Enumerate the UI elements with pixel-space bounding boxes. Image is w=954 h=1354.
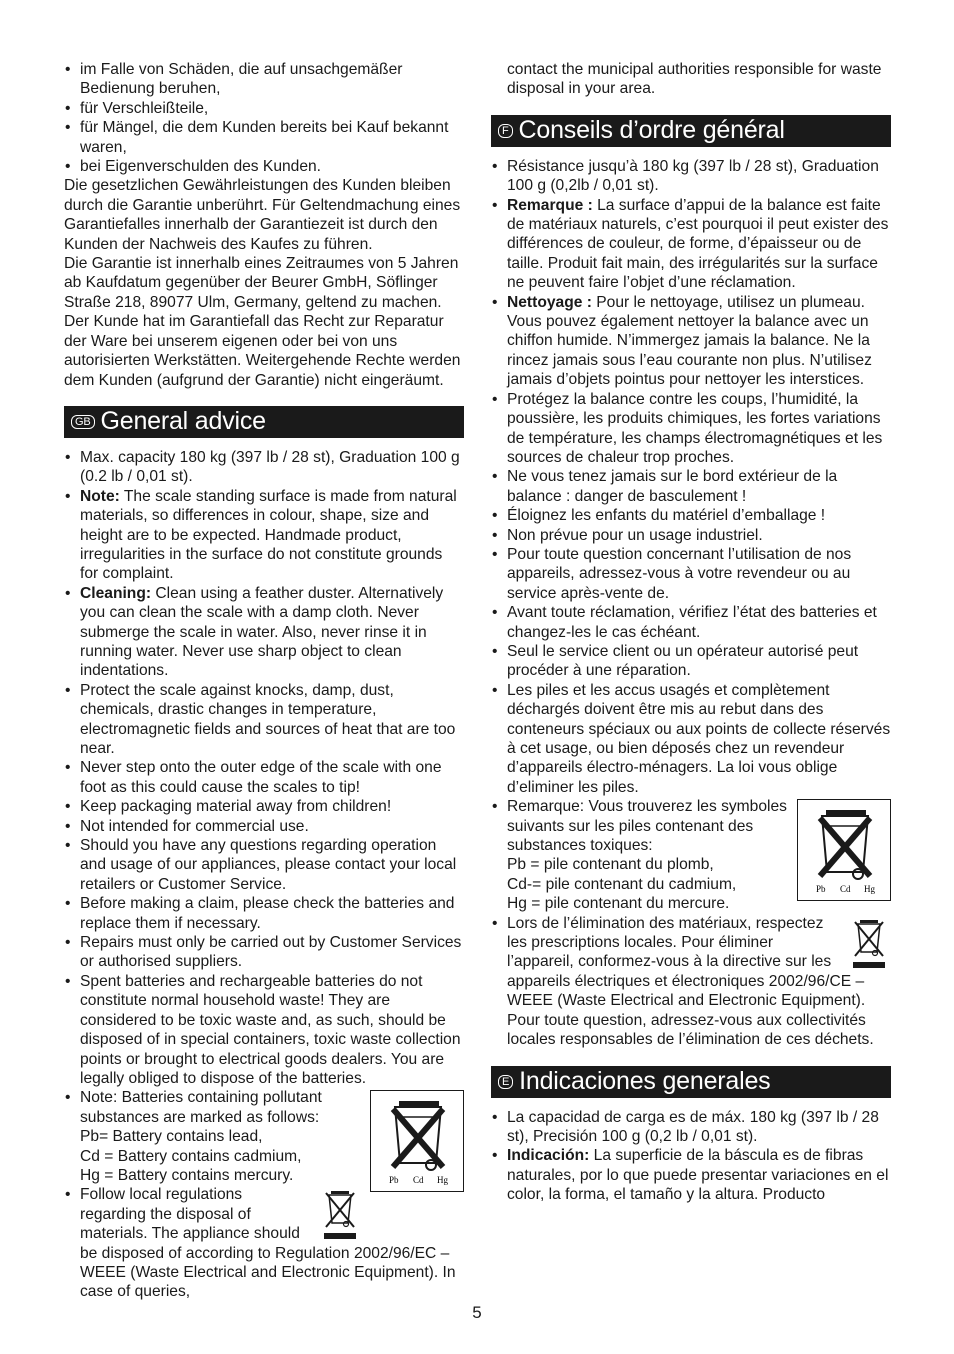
list-item: • Spent batteries and rechargeable batteries do not constitute normal household waste! They are considered to be toxic waste and, as such, should be disposed of in special containers, toxic waste collection points or brought to electrical goods dealers. You are legally obliged to dispose of the batteries.	[64, 972, 464, 1088]
indicaciones-list	[491, 1108, 891, 1205]
battery-note: Note: Batteries containing pollutant substances are marked as follows:	[80, 1089, 322, 1126]
country-code-badge: E	[498, 1075, 513, 1089]
list-item: • Seul le service client ou un opérateur autorisé peut procéder à une réparation.	[491, 642, 891, 681]
list-item	[64, 1185, 464, 1301]
list-item: • Non prévue pour un usage industriel.	[491, 526, 891, 545]
list-item	[64, 1088, 464, 1185]
list-item: • Keep packaging material away from children!	[64, 797, 464, 816]
list-item	[491, 293, 891, 390]
battery-bin-icon	[797, 799, 891, 901]
battery-mercury: Hg = Battery contains mercury.	[80, 1166, 294, 1184]
list-item	[64, 487, 464, 584]
list-item: • Repairs must only be carried out by Customer Services or authorised suppliers.	[64, 933, 464, 972]
battery-note: Remarque: Vous trouverez les symboles suivants sur les piles contenant des substances toxiques:	[507, 798, 787, 855]
warranty-paragraph: Die gesetzlichen Gewährleistungen des Kunden bleiben durch die Garantie unberührt. Für Geltendmachung eines Garantiefalles innerhalb der Garantiezeit ist durch den Kunden der Nachweis des Kaufes zu führen.	[64, 177, 461, 253]
indicacion-text: La superficie de la báscula es de fibras naturales, por lo que puede presentar variaciones en el color, la forma, el tamaño y la altura. Producto	[507, 1147, 889, 1204]
battery-cadmium: Cd-= pile contenant du cadmium,	[507, 875, 737, 893]
weee-bin-icon	[849, 916, 889, 970]
note-text: The scale standing surface is made from natural materials, so differences in colour, shape, size and height are to be expected. Handmade product, irregularities in the surface do not constitute grounds for complaint.	[80, 487, 457, 583]
list-item	[491, 797, 891, 913]
list-item: • Protégez la balance contre les coups, l’humidité, la poussière, les produits chimiques, les fortes variations de température, les champs électromagnétiques et les sources de chaleur trop proches.	[491, 390, 891, 468]
disposal-text: Lors de l’élimination des matériaux, respectez les prescriptions locales. Pour éliminer l’appareil, conformez-vous à la directive sur les appareils électriques et électroniques 2002/96/CE – WEEE (Waste Electrical and Electronic Equipment). Pour toute question, adressez-vous aux collectivités locales responsables de l’élimination de ces déchets.	[507, 914, 874, 1049]
list-item: • Max. capacity 180 kg (397 lb / 28 st), Graduation 100 g (0.2 lb / 0,01 st).	[64, 448, 464, 487]
right-column	[491, 60, 891, 1205]
indicacion-label: Indicación:	[507, 1147, 590, 1165]
list-item: • für Verschleißteile,	[64, 99, 464, 118]
list-item: • Éloignez les enfants du matériel d’emballage !	[491, 506, 891, 525]
list-item: • Before making a claim, please check the batteries and replace them if necessary.	[64, 894, 464, 933]
section-header-es	[491, 1066, 891, 1098]
battery-lead: Pb = pile contenant du plomb,	[507, 856, 714, 874]
list-item	[491, 914, 891, 1050]
country-code-badge: F	[498, 124, 513, 138]
list-item: • Pour toute question concernant l’utilisation de nos appareils, adressez-vous à votre revendeur ou au service après-vente de.	[491, 545, 891, 603]
hg-label: Hg	[437, 1175, 448, 1186]
list-item	[491, 196, 891, 293]
list-item	[64, 584, 464, 681]
battery-bin-icon	[370, 1090, 464, 1192]
pb-label: • Pb	[816, 884, 826, 895]
cd-label: Cd	[840, 884, 851, 895]
list-item: • Never step onto the outer edge of the scale with one foot as this could cause the scales to tip!	[64, 758, 464, 797]
list-item: • La capacidad de carga es de máx. 180 kg (397 lb / 28 st), Precisión 100 g (0,2 lb / 0,01 st).	[491, 1108, 891, 1147]
cleaning-label: Cleaning:	[80, 584, 152, 602]
nettoyage-text: Pour le nettoyage, utilisez un plumeau. Vous pouvez également nettoyer la balance avec un chiffon humide. N’immergez jamais la balance. Ne la rincez jamais sous l’eau courante non plus. N’utilisez jamais d’objets pointus pour nettoyer les interstices.	[507, 293, 872, 389]
list-item: • Not intended for commercial use.	[64, 817, 464, 836]
continuation-text: contact the municipal authorities responsible for waste disposal in your area.	[507, 61, 882, 98]
conseils-list	[491, 157, 891, 1050]
general-advice-list	[64, 448, 464, 1302]
list-item: • Should you have any questions regarding operation and usage of our appliances, please contact your local retailers or Customer Service.	[64, 836, 464, 894]
section-title: General advice	[100, 407, 266, 436]
page-number: 5	[472, 1303, 482, 1322]
list-item: • für Mängel, die dem Kunden bereits bei Kauf bekannt waren,	[64, 118, 464, 157]
section-title: Indicaciones generales	[519, 1066, 771, 1095]
warranty-paragraph: Die Garantie ist innerhalb eines Zeitraumes von 5 Jahren ab Kaufdatum gegenüber der Beurer GmbH, Söflinger Straße 218, 89077 Ulm, Germany, geltend zu machen. Der Kunde hat im Garantiefall das Recht zur Reparatur der Ware bei unserem eigenen oder bei von uns autorisierten Werkstätten. Weitergehende Rechte werden dem Kunden (aufgrund der Garantie) nicht eingeräumt.	[64, 255, 461, 389]
cleaning-text: Clean using a feather duster. Alternatively you can clean the scale with a damp cloth. Never submerge the scale in water. Also, never rinse it in running water. Never use sharp object to clean indentations.	[80, 584, 444, 680]
remarque-text: La surface d’appui de la balance est faite de matériaux naturels, c’est pourquoi il peut exister des différences de couleur, de forme, d’épaisseur ou de taille. Produit fait main, des irrégularités sur la surface ne peuvent faire l’objet d’une réclamation.	[507, 196, 889, 292]
list-item: • Résistance jusqu’à 180 kg (397 lb / 28 st), Graduation 100 g (0,2lb / 0,01 st).	[491, 157, 891, 196]
section-header-gb	[64, 406, 464, 438]
list-item	[491, 1146, 891, 1204]
battery-mercury: Hg = pile contenant du mercure.	[507, 895, 730, 913]
list-item: • Avant toute réclamation, vérifiez l’état des batteries et changez-les le cas échéant.	[491, 603, 891, 642]
weee-bin-icon	[320, 1187, 360, 1241]
pb-label: • Pb	[389, 1175, 399, 1186]
hg-label: Hg	[864, 884, 875, 895]
remarque-label: Remarque :	[507, 196, 593, 214]
note-label: Note:	[80, 487, 120, 505]
left-column	[64, 60, 464, 1302]
battery-cadmium: Cd = Battery contains cadmium,	[80, 1147, 302, 1165]
list-item: • Ne vous tenez jamais sur le bord extérieur de la balance : danger de basculement !	[491, 467, 891, 506]
disposal-text: Follow local regulations regarding the disposal of materials. The appliance should be disposed of according to Regulation 2002/96/EC – WEEE (Waste Electrical and Electronic Equipment). In case of queries,	[80, 1186, 456, 1301]
section-header-fr	[491, 115, 891, 147]
battery-lead: Pb= Battery contains lead,	[80, 1128, 263, 1146]
section-title: Conseils d’ordre général	[518, 116, 785, 145]
nettoyage-label: Nettoyage :	[507, 293, 592, 311]
list-item: • Les piles et les accus usagés et complètement déchargés doivent être mis au rebut dans des conteneurs spéciaux ou aux points de collecte réservés à cet usage, ou bien déposés chez un revendeur d’appareils électro-ménagers. La loi vous oblige d’eliminer les piles.	[491, 681, 891, 797]
list-item: • bei Eigenverschulden des Kunden.	[64, 157, 464, 176]
warranty-exclusions-list	[64, 60, 464, 176]
cd-label: Cd	[413, 1175, 424, 1186]
country-code-badge: GB	[71, 415, 95, 429]
list-item: • Protect the scale against knocks, damp, dust, chemicals, drastic changes in temperature, electromagnetic fields and sources of heat that are too near.	[64, 681, 464, 759]
list-item: • im Falle von Schäden, die auf unsachgemäßer Bedienung beruhen,	[64, 60, 464, 99]
